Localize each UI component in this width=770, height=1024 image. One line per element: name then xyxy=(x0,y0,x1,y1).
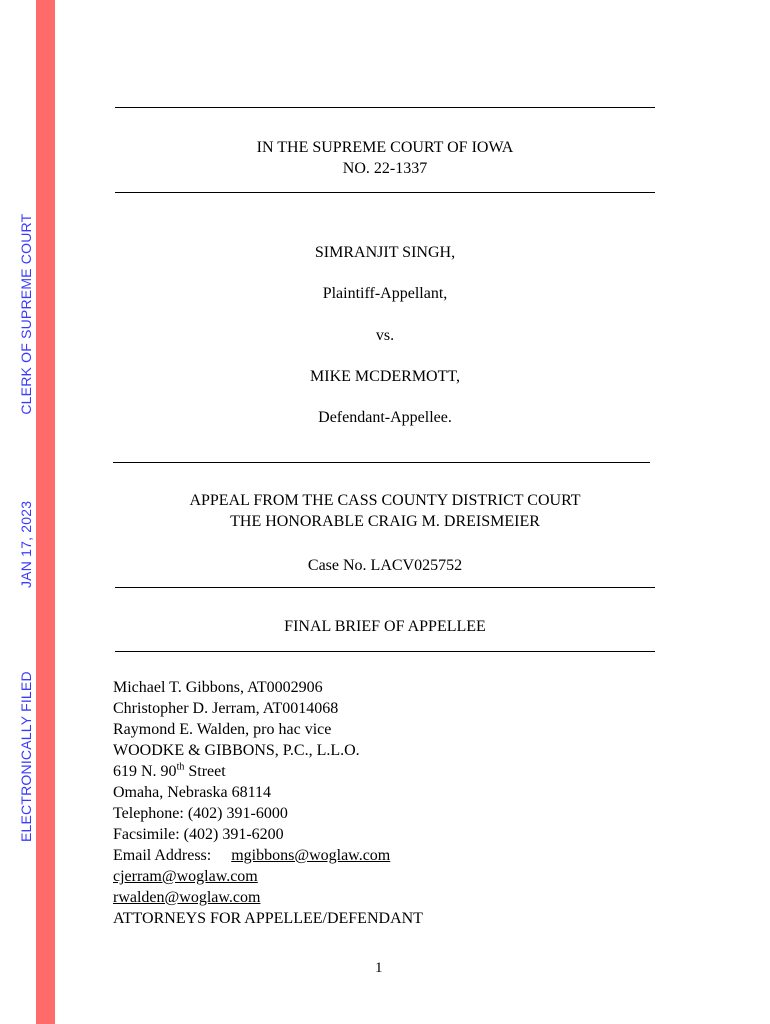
attorney-3: Raymond E. Walden, pro hac vice xyxy=(113,721,332,738)
court-name: IN THE SUPREME COURT OF IOWA xyxy=(256,139,514,156)
filing-stamp xyxy=(18,214,34,842)
page-number: 1 xyxy=(375,960,383,976)
email-link-gibbons[interactable]: mgibbons@woglaw.com xyxy=(231,847,391,864)
plaintiff-role: Plaintiff-Appellant, xyxy=(322,285,448,302)
city-state-zip: Omaha, Nebraska 68114 xyxy=(113,784,272,801)
stamp-date: JAN 17, 2023 xyxy=(18,500,34,589)
divider-rule xyxy=(115,587,655,588)
docket-number: NO. 22-1337 xyxy=(342,160,428,177)
defendant-name: MIKE MCDERMOTT, xyxy=(310,368,460,385)
email-row xyxy=(113,845,390,866)
telephone: Telephone: (402) 391-6000 xyxy=(113,805,288,822)
street-address: 619 N. 90th Street xyxy=(113,761,226,780)
defendant-role: Defendant-Appellee. xyxy=(318,409,452,426)
law-firm: WOODKE & GIBBONS, P.C., L.L.O. xyxy=(113,742,360,759)
appeal-line-2: THE HONORABLE CRAIG M. DREISMEIER xyxy=(230,513,540,530)
attorney-1: Michael T. Gibbons, AT0002906 xyxy=(113,679,323,696)
stamp-clerk: CLERK OF SUPREME COURT xyxy=(18,213,34,415)
brief-title: FINAL BRIEF OF APPELLEE xyxy=(284,618,486,635)
versus-text: vs. xyxy=(375,327,395,344)
case-number: Case No. LACV025752 xyxy=(307,557,463,574)
stamp-filed: ELECTRONICALLY FILED xyxy=(18,671,34,842)
appeal-line-1: APPEAL FROM THE CASS COUNTY DISTRICT COURT xyxy=(189,492,581,509)
attorneys-for: ATTORNEYS FOR APPELLEE/DEFENDANT xyxy=(113,910,423,927)
email-link-walden[interactable]: rwalden@woglaw.com xyxy=(113,889,261,906)
divider-rule xyxy=(113,462,650,463)
email-link-jerram[interactable]: cjerram@woglaw.com xyxy=(113,868,258,885)
divider-rule xyxy=(115,107,655,108)
divider-rule xyxy=(115,192,655,193)
attorney-2: Christopher D. Jerram, AT0014068 xyxy=(113,700,339,717)
facsimile: Facsimile: (402) 391-6200 xyxy=(113,826,284,843)
red-margin-bar xyxy=(36,0,55,1024)
email-label: Email Address: xyxy=(113,847,212,864)
plaintiff-name: SIMRANJIT SINGH, xyxy=(314,244,456,261)
divider-rule xyxy=(115,651,655,652)
